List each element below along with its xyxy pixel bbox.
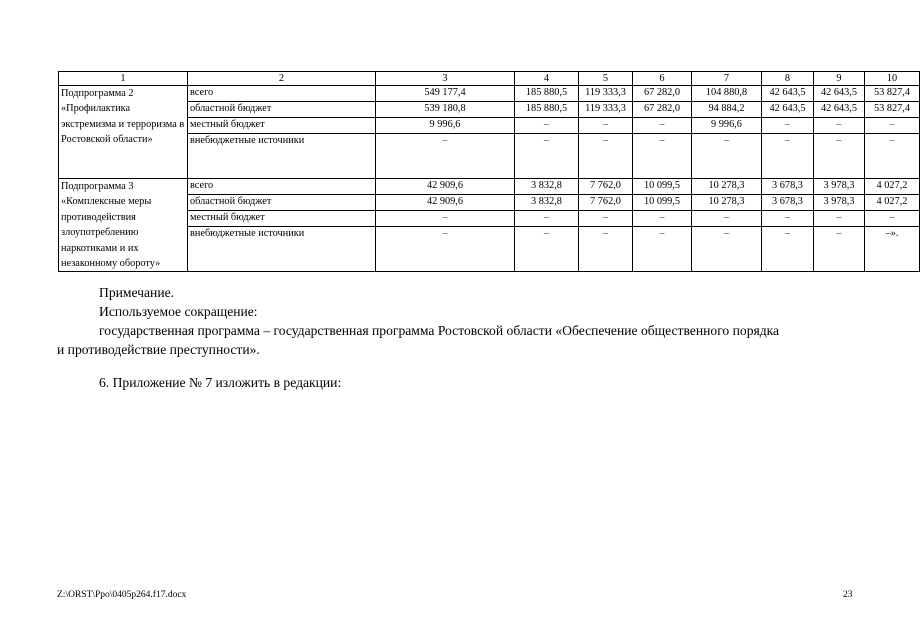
table-row (59, 118, 920, 134)
abbreviation-definition-line-2: и противодействие преступности». (57, 342, 260, 357)
source-cell: внебюджетные источники (188, 227, 376, 272)
value-cell: 9 996,6 (376, 118, 515, 134)
value-cell: – (814, 211, 865, 227)
value-cell: 185 880,5 (515, 86, 579, 102)
value-cell: 10 099,5 (633, 179, 692, 195)
value-cell: – (376, 134, 515, 179)
value-cell: 3 832,8 (515, 195, 579, 211)
header-cell: 4 (515, 72, 579, 86)
subprogram-2-label: Подпрограмма 2 «Профилактика экстремизма и терроризма в Ростовской области» (59, 86, 188, 179)
value-cell: 10 278,3 (692, 179, 762, 195)
value-cell: – (865, 118, 920, 134)
value-cell: – (515, 211, 579, 227)
table-row (59, 227, 920, 272)
header-cell: 10 (865, 72, 920, 86)
note-title: Примечание. (99, 285, 175, 300)
value-cell: – (762, 211, 814, 227)
value-cell: – (579, 211, 633, 227)
value-cell: 7 762,0 (579, 195, 633, 211)
value-cell: – (633, 118, 692, 134)
value-cell: 4 027,2 (865, 195, 920, 211)
value-cell: 42 909,6 (376, 195, 515, 211)
value-cell: 7 762,0 (579, 179, 633, 195)
value-cell: – (814, 134, 865, 179)
value-cell: – (692, 227, 762, 272)
value-cell: 3 978,3 (814, 195, 865, 211)
value-cell: – (762, 227, 814, 272)
value-cell: 94 884,2 (692, 102, 762, 118)
value-cell: – (633, 211, 692, 227)
value-cell: 42 643,5 (762, 102, 814, 118)
value-cell: 10 278,3 (692, 195, 762, 211)
value-cell: – (814, 118, 865, 134)
abbreviation-definition-line-1: государственная программа – государственная программа Ростовской области «Обеспечение общественного порядка (99, 323, 780, 338)
source-cell: всего (188, 86, 376, 102)
footer-file-path: Z:\ORST\Ppo\0405p264.f17.docx (57, 590, 187, 600)
value-cell: – (515, 118, 579, 134)
source-cell: местный бюджет (188, 118, 376, 134)
value-cell: 9 996,6 (692, 118, 762, 134)
page-number: 23 (843, 590, 853, 600)
value-cell: 67 282,0 (633, 86, 692, 102)
source-cell: областной бюджет (188, 102, 376, 118)
value-cell: 3 978,3 (814, 179, 865, 195)
value-cell: 539 180,8 (376, 102, 515, 118)
table-row (59, 134, 920, 179)
value-cell: 104 880,8 (692, 86, 762, 102)
value-cell: – (865, 211, 920, 227)
value-cell: – (579, 118, 633, 134)
value-cell: 42 643,5 (814, 102, 865, 118)
value-cell: – (692, 134, 762, 179)
value-cell: 185 880,5 (515, 102, 579, 118)
item-6-text: 6. Приложение № 7 изложить в редакции: (99, 375, 342, 390)
value-cell: 119 333,3 (579, 102, 633, 118)
value-cell: 4 027,2 (865, 179, 920, 195)
value-cell: – (633, 227, 692, 272)
value-cell: – (515, 227, 579, 272)
source-cell: всего (188, 179, 376, 195)
value-cell: 42 643,5 (762, 86, 814, 102)
value-cell: 10 099,5 (633, 195, 692, 211)
abbreviation-intro: Используемое сокращение: (99, 304, 258, 319)
source-cell: местный бюджет (188, 211, 376, 227)
value-cell: 42 909,6 (376, 179, 515, 195)
header-cell: 5 (579, 72, 633, 86)
value-cell: 549 177,4 (376, 86, 515, 102)
value-cell: – (579, 134, 633, 179)
header-cell: 7 (692, 72, 762, 86)
header-cell: 1 (59, 72, 188, 86)
value-cell: – (814, 227, 865, 272)
source-cell: областной бюджет (188, 195, 376, 211)
value-cell: – (579, 227, 633, 272)
value-cell: 53 827,4 (865, 86, 920, 102)
table-row (59, 195, 920, 211)
value-cell: – (865, 134, 920, 179)
value-cell: – (633, 134, 692, 179)
table-row (59, 102, 920, 118)
table-row (59, 179, 920, 195)
value-cell: – (762, 118, 814, 134)
value-cell: – (376, 227, 515, 272)
header-cell: 6 (633, 72, 692, 86)
value-cell: 53 827,4 (865, 102, 920, 118)
value-cell: 3 832,8 (515, 179, 579, 195)
header-cell: 9 (814, 72, 865, 86)
value-cell: – (515, 134, 579, 179)
value-cell: – (692, 211, 762, 227)
table-row (59, 86, 920, 102)
header-cell: 8 (762, 72, 814, 86)
value-cell: 3 678,3 (762, 179, 814, 195)
table-header-row (59, 72, 920, 86)
value-cell: 42 643,5 (814, 86, 865, 102)
header-cell: 3 (376, 72, 515, 86)
value-cell: – (762, 134, 814, 179)
table-row (59, 211, 920, 227)
value-cell: – (376, 211, 515, 227)
header-cell: 2 (188, 72, 376, 86)
value-cell: –». (865, 227, 920, 272)
source-cell: внебюджетные источники (188, 134, 376, 179)
budget-table (58, 71, 920, 272)
value-cell: 3 678,3 (762, 195, 814, 211)
value-cell: 119 333,3 (579, 86, 633, 102)
subprogram-3-label: Подпрограмма 3 «Комплексные меры противодействия злоупотреблению наркотиками и их незаконному обороту» (59, 179, 188, 272)
value-cell: 67 282,0 (633, 102, 692, 118)
